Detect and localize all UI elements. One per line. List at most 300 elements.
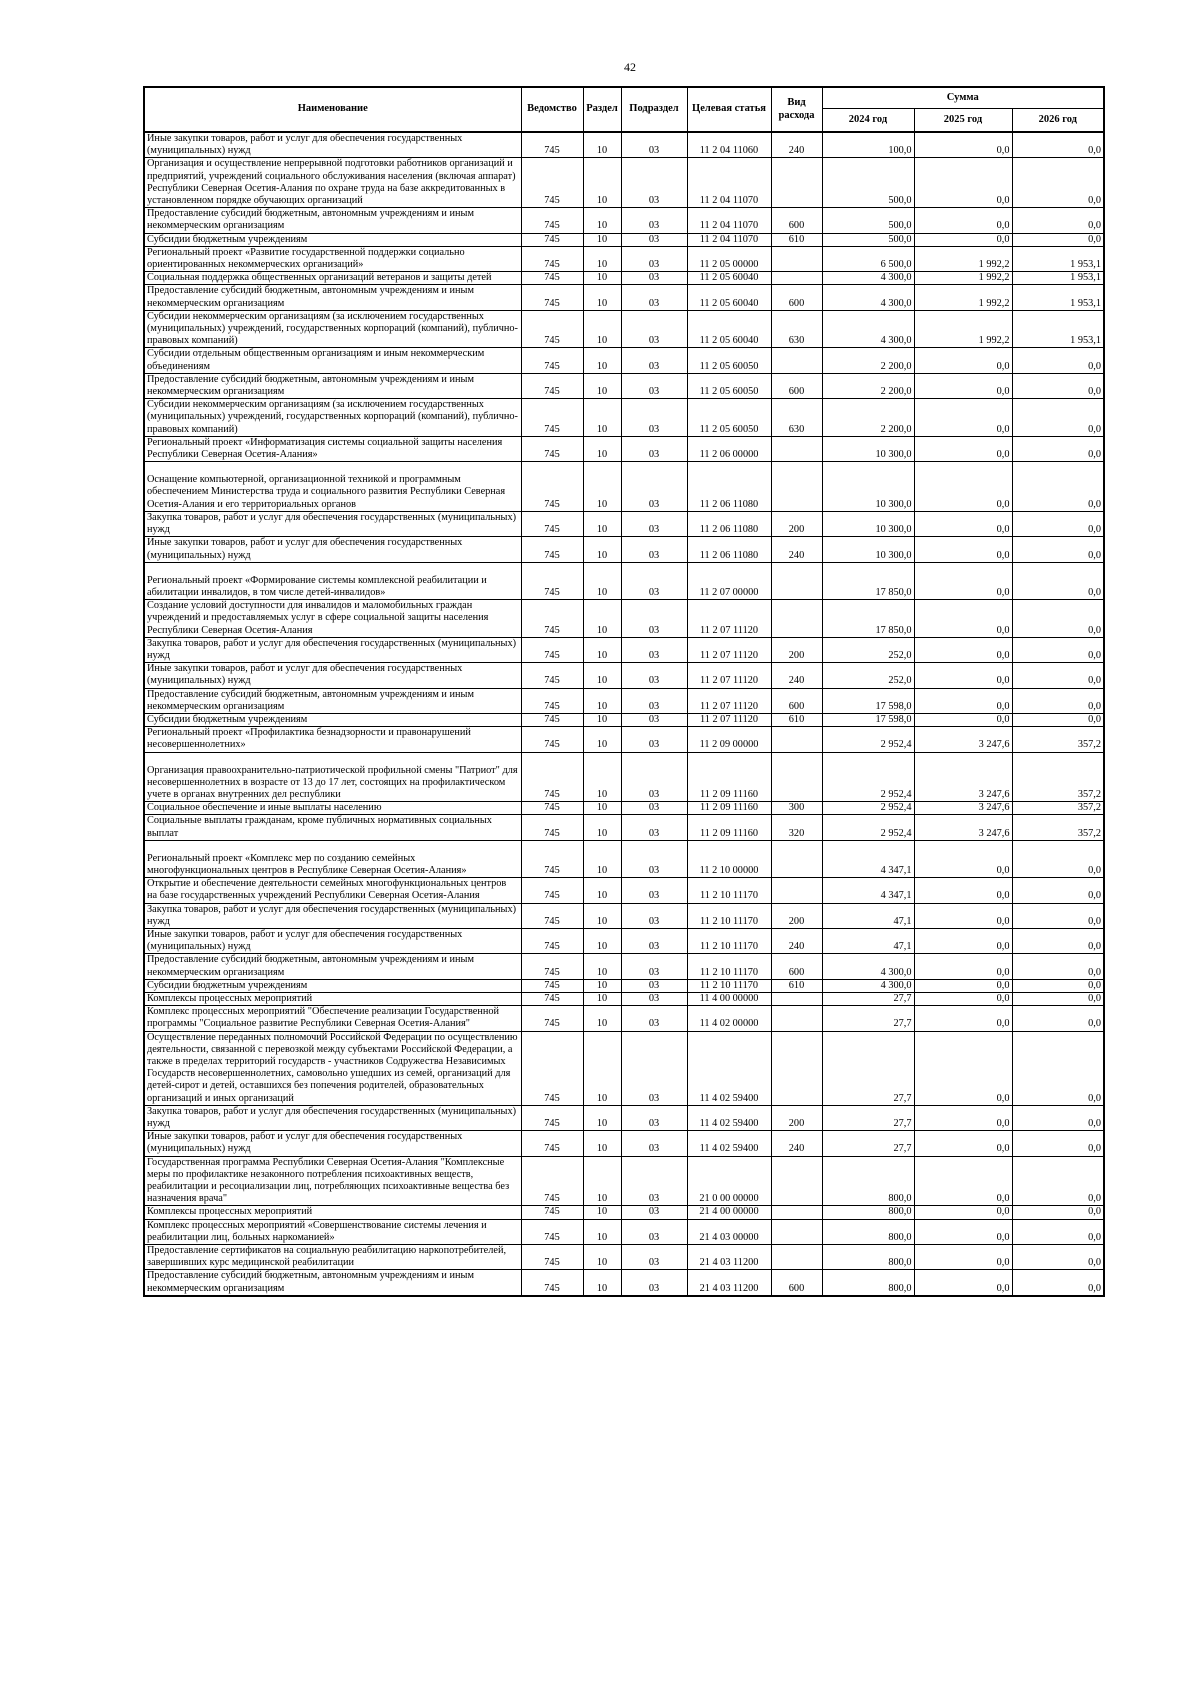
table-row <box>144 713 1104 726</box>
row-podrazdel: 03 <box>621 688 687 713</box>
row-sum-2025: 0,0 <box>914 511 1012 536</box>
row-vedomstvo: 745 <box>521 979 583 992</box>
row-sum-2024: 4 347,1 <box>822 878 914 903</box>
row-sum-2025: 0,0 <box>914 208 1012 233</box>
table-row <box>144 1006 1104 1031</box>
row-podrazdel: 03 <box>621 600 687 638</box>
row-vedomstvo: 745 <box>521 132 583 158</box>
table-row <box>144 462 1104 512</box>
row-sum-2026: 1 953,1 <box>1012 285 1104 310</box>
row-vid-raskhoda <box>771 727 822 752</box>
row-celevaya-statya: 11 2 04 11060 <box>687 132 771 158</box>
row-name: Организация правоохранительно-патриотической профильной смены "Патриот" для несовершеннолетних в возрасте от 13 до 17 лет, состоящих на профилактическом учете в органах внутренних дел республики <box>144 752 521 802</box>
row-celevaya-statya: 11 2 04 11070 <box>687 208 771 233</box>
table-row <box>144 373 1104 398</box>
row-sum-2025: 3 247,6 <box>914 802 1012 815</box>
row-razdel: 10 <box>583 436 621 461</box>
row-podrazdel: 03 <box>621 233 687 246</box>
row-sum-2026: 0,0 <box>1012 600 1104 638</box>
row-sum-2026: 0,0 <box>1012 840 1104 877</box>
row-razdel: 10 <box>583 802 621 815</box>
row-vid-raskhoda: 200 <box>771 1105 822 1130</box>
row-podrazdel: 03 <box>621 511 687 536</box>
row-vedomstvo: 745 <box>521 1156 583 1206</box>
row-sum-2024: 17 598,0 <box>822 713 914 726</box>
row-sum-2024: 10 300,0 <box>822 436 914 461</box>
row-name: Закупка товаров, работ и услуг для обеспечения государственных (муниципальных) нужд <box>144 1105 521 1130</box>
row-podrazdel: 03 <box>621 928 687 953</box>
row-sum-2025: 3 247,6 <box>914 815 1012 840</box>
row-razdel: 10 <box>583 348 621 373</box>
row-vedomstvo: 745 <box>521 1270 583 1296</box>
row-name: Социальное обеспечение и иные выплаты населению <box>144 802 521 815</box>
row-celevaya-statya: 11 2 04 11070 <box>687 233 771 246</box>
row-vid-raskhoda: 320 <box>771 815 822 840</box>
row-sum-2025: 0,0 <box>914 537 1012 562</box>
row-podrazdel: 03 <box>621 878 687 903</box>
row-sum-2026: 0,0 <box>1012 954 1104 979</box>
row-podrazdel: 03 <box>621 285 687 310</box>
row-razdel: 10 <box>583 663 621 688</box>
row-vedomstvo: 745 <box>521 233 583 246</box>
row-razdel: 10 <box>583 373 621 398</box>
row-razdel: 10 <box>583 399 621 437</box>
row-name: Региональный проект «Комплекс мер по созданию семейных многофункциональных центров в Республике Северная Осетия-Алания» <box>144 840 521 877</box>
row-sum-2024: 4 300,0 <box>822 954 914 979</box>
row-sum-2026: 0,0 <box>1012 928 1104 953</box>
row-vedomstvo: 745 <box>521 903 583 928</box>
row-sum-2024: 2 952,4 <box>822 727 914 752</box>
row-name: Иные закупки товаров, работ и услуг для обеспечения государственных (муниципальных) нужд <box>144 132 521 158</box>
row-name: Закупка товаров, работ и услуг для обеспечения государственных (муниципальных) нужд <box>144 511 521 536</box>
row-name: Социальная поддержка общественных организаций ветеранов и защиты детей <box>144 272 521 285</box>
row-celevaya-statya: 11 2 04 11070 <box>687 158 771 208</box>
row-vid-raskhoda <box>771 562 822 599</box>
row-celevaya-statya: 11 2 05 60040 <box>687 285 771 310</box>
row-celevaya-statya: 11 2 07 11120 <box>687 663 771 688</box>
row-sum-2026: 0,0 <box>1012 132 1104 158</box>
row-name: Комплекс процессных мероприятий "Обеспечение реализации Государственной программы "Социальное развитие Республики Северная Осетия-Алания" <box>144 1006 521 1031</box>
row-vedomstvo: 745 <box>521 600 583 638</box>
row-podrazdel: 03 <box>621 1105 687 1130</box>
page-number: 42 <box>624 60 636 74</box>
row-podrazdel: 03 <box>621 727 687 752</box>
row-celevaya-statya: 11 2 10 11170 <box>687 878 771 903</box>
table-row <box>144 132 1104 158</box>
row-vedomstvo: 745 <box>521 462 583 512</box>
row-razdel: 10 <box>583 462 621 512</box>
row-vedomstvo: 745 <box>521 1206 583 1219</box>
row-vedomstvo: 745 <box>521 310 583 348</box>
row-celevaya-statya: 11 2 05 60050 <box>687 348 771 373</box>
row-vid-raskhoda: 240 <box>771 1131 822 1156</box>
row-sum-2024: 17 850,0 <box>822 600 914 638</box>
row-sum-2025: 0,0 <box>914 1156 1012 1206</box>
row-vid-raskhoda: 200 <box>771 637 822 662</box>
row-vedomstvo: 745 <box>521 954 583 979</box>
row-podrazdel: 03 <box>621 1156 687 1206</box>
row-razdel: 10 <box>583 954 621 979</box>
row-sum-2026: 1 953,1 <box>1012 310 1104 348</box>
row-sum-2024: 47,1 <box>822 903 914 928</box>
row-sum-2024: 10 300,0 <box>822 462 914 512</box>
table-row <box>144 954 1104 979</box>
header-year-2025: 2025 год <box>914 109 1012 133</box>
row-celevaya-statya: 11 2 07 11120 <box>687 688 771 713</box>
row-sum-2024: 800,0 <box>822 1206 914 1219</box>
row-vid-raskhoda: 300 <box>771 802 822 815</box>
row-podrazdel: 03 <box>621 1219 687 1244</box>
row-sum-2025: 0,0 <box>914 1270 1012 1296</box>
row-vid-raskhoda <box>771 600 822 638</box>
row-vid-raskhoda <box>771 348 822 373</box>
row-sum-2026: 0,0 <box>1012 1245 1104 1270</box>
budget-table <box>143 86 1105 1297</box>
row-sum-2025: 0,0 <box>914 1105 1012 1130</box>
row-sum-2024: 800,0 <box>822 1270 914 1296</box>
table-row <box>144 802 1104 815</box>
row-vedomstvo: 745 <box>521 802 583 815</box>
row-razdel: 10 <box>583 1131 621 1156</box>
row-razdel: 10 <box>583 1105 621 1130</box>
row-sum-2025: 0,0 <box>914 233 1012 246</box>
row-sum-2024: 27,7 <box>822 1131 914 1156</box>
header-name: Наименование <box>144 87 521 132</box>
row-razdel: 10 <box>583 1206 621 1219</box>
row-name: Субсидии бюджетным учреждениям <box>144 233 521 246</box>
row-sum-2026: 0,0 <box>1012 713 1104 726</box>
table-row <box>144 993 1104 1006</box>
row-sum-2026: 0,0 <box>1012 1270 1104 1296</box>
row-sum-2024: 252,0 <box>822 663 914 688</box>
table-row <box>144 1156 1104 1206</box>
row-vid-raskhoda <box>771 462 822 512</box>
row-celevaya-statya: 11 2 05 60040 <box>687 272 771 285</box>
row-razdel: 10 <box>583 310 621 348</box>
table-row <box>144 979 1104 992</box>
row-podrazdel: 03 <box>621 1270 687 1296</box>
row-sum-2025: 3 247,6 <box>914 727 1012 752</box>
row-celevaya-statya: 11 2 06 00000 <box>687 436 771 461</box>
row-name: Предоставление субсидий бюджетным, автономным учреждениям и иным некоммерческим организациям <box>144 954 521 979</box>
row-razdel: 10 <box>583 878 621 903</box>
row-sum-2024: 2 200,0 <box>822 348 914 373</box>
row-vid-raskhoda <box>771 1206 822 1219</box>
row-celevaya-statya: 11 2 10 11170 <box>687 928 771 953</box>
row-celevaya-statya: 11 2 06 11080 <box>687 462 771 512</box>
row-vid-raskhoda <box>771 878 822 903</box>
row-celevaya-statya: 11 2 10 11170 <box>687 979 771 992</box>
table-body <box>144 132 1104 1296</box>
row-sum-2024: 500,0 <box>822 158 914 208</box>
header-celevaya-statya: Целевая статья <box>687 87 771 132</box>
row-vedomstvo: 745 <box>521 562 583 599</box>
row-podrazdel: 03 <box>621 1245 687 1270</box>
row-sum-2025: 0,0 <box>914 637 1012 662</box>
row-celevaya-statya: 21 4 03 11200 <box>687 1270 771 1296</box>
row-podrazdel: 03 <box>621 132 687 158</box>
row-celevaya-statya: 21 4 03 11200 <box>687 1245 771 1270</box>
row-vid-raskhoda: 240 <box>771 537 822 562</box>
row-razdel: 10 <box>583 993 621 1006</box>
row-razdel: 10 <box>583 1219 621 1244</box>
row-razdel: 10 <box>583 562 621 599</box>
row-vedomstvo: 745 <box>521 878 583 903</box>
row-sum-2024: 500,0 <box>822 233 914 246</box>
row-razdel: 10 <box>583 1031 621 1105</box>
table-row <box>144 233 1104 246</box>
table-row <box>144 752 1104 802</box>
table-row <box>144 1245 1104 1270</box>
row-razdel: 10 <box>583 903 621 928</box>
row-sum-2024: 27,7 <box>822 1031 914 1105</box>
row-razdel: 10 <box>583 727 621 752</box>
row-sum-2026: 0,0 <box>1012 1006 1104 1031</box>
row-vedomstvo: 745 <box>521 285 583 310</box>
row-celevaya-statya: 11 2 05 60050 <box>687 373 771 398</box>
row-podrazdel: 03 <box>621 954 687 979</box>
row-vid-raskhoda: 630 <box>771 310 822 348</box>
row-vid-raskhoda <box>771 272 822 285</box>
row-podrazdel: 03 <box>621 637 687 662</box>
row-vedomstvo: 745 <box>521 840 583 877</box>
table-row <box>144 348 1104 373</box>
row-sum-2025: 0,0 <box>914 688 1012 713</box>
row-vid-raskhoda: 610 <box>771 979 822 992</box>
row-sum-2026: 0,0 <box>1012 1219 1104 1244</box>
row-vid-raskhoda: 200 <box>771 903 822 928</box>
row-sum-2024: 27,7 <box>822 993 914 1006</box>
row-vedomstvo: 745 <box>521 1245 583 1270</box>
table-row <box>144 246 1104 271</box>
row-podrazdel: 03 <box>621 993 687 1006</box>
row-sum-2024: 252,0 <box>822 637 914 662</box>
row-vedomstvo: 745 <box>521 511 583 536</box>
row-razdel: 10 <box>583 713 621 726</box>
row-sum-2024: 500,0 <box>822 208 914 233</box>
row-vedomstvo: 745 <box>521 752 583 802</box>
row-celevaya-statya: 11 2 06 11080 <box>687 511 771 536</box>
table-row <box>144 878 1104 903</box>
row-vid-raskhoda <box>771 1219 822 1244</box>
row-sum-2025: 0,0 <box>914 979 1012 992</box>
table-row <box>144 727 1104 752</box>
row-podrazdel: 03 <box>621 537 687 562</box>
row-vid-raskhoda <box>771 1006 822 1031</box>
row-name: Региональный проект «Развитие государственной поддержки социально ориентированных некоммерческих организаций» <box>144 246 521 271</box>
row-podrazdel: 03 <box>621 1131 687 1156</box>
row-name: Субсидии бюджетным учреждениям <box>144 713 521 726</box>
row-sum-2024: 4 347,1 <box>822 840 914 877</box>
row-sum-2024: 2 952,4 <box>822 815 914 840</box>
table-row <box>144 1270 1104 1296</box>
row-sum-2025: 1 992,2 <box>914 272 1012 285</box>
row-vedomstvo: 745 <box>521 713 583 726</box>
row-vid-raskhoda: 600 <box>771 208 822 233</box>
row-sum-2024: 10 300,0 <box>822 537 914 562</box>
row-celevaya-statya: 11 4 02 59400 <box>687 1131 771 1156</box>
row-name: Иные закупки товаров, работ и услуг для обеспечения государственных (муниципальных) нужд <box>144 663 521 688</box>
row-sum-2026: 0,0 <box>1012 1206 1104 1219</box>
row-podrazdel: 03 <box>621 348 687 373</box>
row-razdel: 10 <box>583 511 621 536</box>
row-sum-2026: 0,0 <box>1012 562 1104 599</box>
row-sum-2026: 0,0 <box>1012 537 1104 562</box>
row-razdel: 10 <box>583 688 621 713</box>
row-vedomstvo: 745 <box>521 436 583 461</box>
header-summa: Сумма <box>822 87 1104 109</box>
row-celevaya-statya: 11 2 10 11170 <box>687 903 771 928</box>
row-vid-raskhoda: 200 <box>771 511 822 536</box>
row-vid-raskhoda: 600 <box>771 954 822 979</box>
row-sum-2025: 0,0 <box>914 1006 1012 1031</box>
row-sum-2026: 0,0 <box>1012 158 1104 208</box>
row-sum-2024: 47,1 <box>822 928 914 953</box>
row-sum-2026: 0,0 <box>1012 637 1104 662</box>
row-razdel: 10 <box>583 233 621 246</box>
row-celevaya-statya: 21 4 03 00000 <box>687 1219 771 1244</box>
row-razdel: 10 <box>583 208 621 233</box>
row-name: Комплексы процессных мероприятий <box>144 993 521 1006</box>
row-name: Предоставление субсидий бюджетным, автономным учреждениям и иным некоммерческим организациям <box>144 208 521 233</box>
row-sum-2024: 17 598,0 <box>822 688 914 713</box>
row-sum-2025: 0,0 <box>914 562 1012 599</box>
table-row <box>144 840 1104 877</box>
header-razdel: Раздел <box>583 87 621 132</box>
row-razdel: 10 <box>583 637 621 662</box>
row-sum-2026: 0,0 <box>1012 1156 1104 1206</box>
table-row <box>144 1105 1104 1130</box>
row-name: Предоставление субсидий бюджетным, автономным учреждениям и иным некоммерческим организациям <box>144 688 521 713</box>
row-vedomstvo: 745 <box>521 399 583 437</box>
row-name: Субсидии отдельным общественным организациям и иным некоммерческим объединениям <box>144 348 521 373</box>
row-celevaya-statya: 11 2 09 11160 <box>687 802 771 815</box>
row-sum-2025: 0,0 <box>914 1206 1012 1219</box>
row-podrazdel: 03 <box>621 802 687 815</box>
row-podrazdel: 03 <box>621 979 687 992</box>
row-podrazdel: 03 <box>621 373 687 398</box>
table-row <box>144 272 1104 285</box>
row-celevaya-statya: 11 2 05 00000 <box>687 246 771 271</box>
row-sum-2025: 0,0 <box>914 1131 1012 1156</box>
table-row <box>144 663 1104 688</box>
row-sum-2026: 0,0 <box>1012 511 1104 536</box>
row-vid-raskhoda <box>771 1156 822 1206</box>
row-sum-2026: 0,0 <box>1012 233 1104 246</box>
header-vid-raskhoda: Вид расхода <box>771 87 822 132</box>
row-vid-raskhoda: 600 <box>771 688 822 713</box>
row-sum-2025: 0,0 <box>914 713 1012 726</box>
row-name: Региональный проект «Формирование системы комплексной реабилитации и абилитации инвалидов, в том числе детей-инвалидов» <box>144 562 521 599</box>
row-sum-2024: 800,0 <box>822 1219 914 1244</box>
row-sum-2024: 4 300,0 <box>822 310 914 348</box>
row-celevaya-statya: 11 4 02 59400 <box>687 1031 771 1105</box>
row-celevaya-statya: 11 4 00 00000 <box>687 993 771 1006</box>
row-sum-2024: 17 850,0 <box>822 562 914 599</box>
row-sum-2025: 0,0 <box>914 993 1012 1006</box>
row-razdel: 10 <box>583 132 621 158</box>
row-celevaya-statya: 11 2 10 00000 <box>687 840 771 877</box>
row-sum-2024: 2 200,0 <box>822 373 914 398</box>
row-vedomstvo: 745 <box>521 1105 583 1130</box>
row-sum-2024: 2 952,4 <box>822 802 914 815</box>
row-sum-2025: 0,0 <box>914 1031 1012 1105</box>
row-name: Иные закупки товаров, работ и услуг для обеспечения государственных (муниципальных) нужд <box>144 928 521 953</box>
row-sum-2025: 1 992,2 <box>914 310 1012 348</box>
table-row <box>144 310 1104 348</box>
row-name: Комплекс процессных мероприятий «Совершенствование системы лечения и реабилитации лиц, больных наркоманией» <box>144 1219 521 1244</box>
row-sum-2024: 2 200,0 <box>822 399 914 437</box>
row-sum-2026: 0,0 <box>1012 462 1104 512</box>
row-name: Организация и осуществление непрерывной подготовки работников организаций и предприятий, учреждений социального обслуживания населения (включая аппарат) Республики Северная Осетия-Алания по охране труда на базе аккредитованных в установленном порядке обучающих организаций <box>144 158 521 208</box>
row-sum-2025: 0,0 <box>914 903 1012 928</box>
row-celevaya-statya: 11 4 02 59400 <box>687 1105 771 1130</box>
row-podrazdel: 03 <box>621 840 687 877</box>
row-podrazdel: 03 <box>621 562 687 599</box>
row-celevaya-statya: 21 4 00 00000 <box>687 1206 771 1219</box>
row-name: Государственная программа Республики Северная Осетия-Алания "Комплексные меры по профилактике незаконного потребления психоактивных веществ, реабилитации и ресоциализации лиц, потребляющих психоактивные вещества без назначения врача" <box>144 1156 521 1206</box>
row-sum-2026: 0,0 <box>1012 878 1104 903</box>
row-name: Социальные выплаты гражданам, кроме публичных нормативных социальных выплат <box>144 815 521 840</box>
row-vid-raskhoda <box>771 1245 822 1270</box>
row-sum-2026: 0,0 <box>1012 1105 1104 1130</box>
row-sum-2026: 1 953,1 <box>1012 246 1104 271</box>
row-vedomstvo: 745 <box>521 1219 583 1244</box>
row-sum-2026: 0,0 <box>1012 688 1104 713</box>
row-celevaya-statya: 11 2 10 11170 <box>687 954 771 979</box>
row-sum-2024: 27,7 <box>822 1105 914 1130</box>
row-celevaya-statya: 11 2 09 11160 <box>687 752 771 802</box>
row-sum-2025: 1 992,2 <box>914 285 1012 310</box>
row-celevaya-statya: 11 2 07 00000 <box>687 562 771 599</box>
row-sum-2025: 0,0 <box>914 840 1012 877</box>
row-celevaya-statya: 11 2 09 11160 <box>687 815 771 840</box>
row-name: Иные закупки товаров, работ и услуг для обеспечения государственных (муниципальных) нужд <box>144 537 521 562</box>
table-row <box>144 537 1104 562</box>
row-razdel: 10 <box>583 979 621 992</box>
row-vedomstvo: 745 <box>521 815 583 840</box>
row-vid-raskhoda <box>771 840 822 877</box>
row-sum-2026: 0,0 <box>1012 993 1104 1006</box>
row-vedomstvo: 745 <box>521 208 583 233</box>
row-vid-raskhoda: 240 <box>771 928 822 953</box>
header-podrazdel: Подраздел <box>621 87 687 132</box>
row-podrazdel: 03 <box>621 310 687 348</box>
row-sum-2025: 0,0 <box>914 600 1012 638</box>
row-vedomstvo: 745 <box>521 272 583 285</box>
row-sum-2024: 10 300,0 <box>822 511 914 536</box>
row-vedomstvo: 745 <box>521 1006 583 1031</box>
row-sum-2025: 0,0 <box>914 663 1012 688</box>
row-sum-2026: 0,0 <box>1012 663 1104 688</box>
row-podrazdel: 03 <box>621 399 687 437</box>
row-razdel: 10 <box>583 1245 621 1270</box>
table-row <box>144 600 1104 638</box>
row-vedomstvo: 745 <box>521 993 583 1006</box>
row-razdel: 10 <box>583 600 621 638</box>
row-podrazdel: 03 <box>621 208 687 233</box>
row-podrazdel: 03 <box>621 903 687 928</box>
row-razdel: 10 <box>583 752 621 802</box>
row-podrazdel: 03 <box>621 462 687 512</box>
row-celevaya-statya: 11 2 06 11080 <box>687 537 771 562</box>
row-vid-raskhoda <box>771 993 822 1006</box>
table-row <box>144 562 1104 599</box>
row-sum-2025: 0,0 <box>914 436 1012 461</box>
row-name: Региональный проект «Профилактика безнадзорности и правонарушений несовершеннолетних» <box>144 727 521 752</box>
row-podrazdel: 03 <box>621 158 687 208</box>
row-sum-2024: 4 300,0 <box>822 979 914 992</box>
